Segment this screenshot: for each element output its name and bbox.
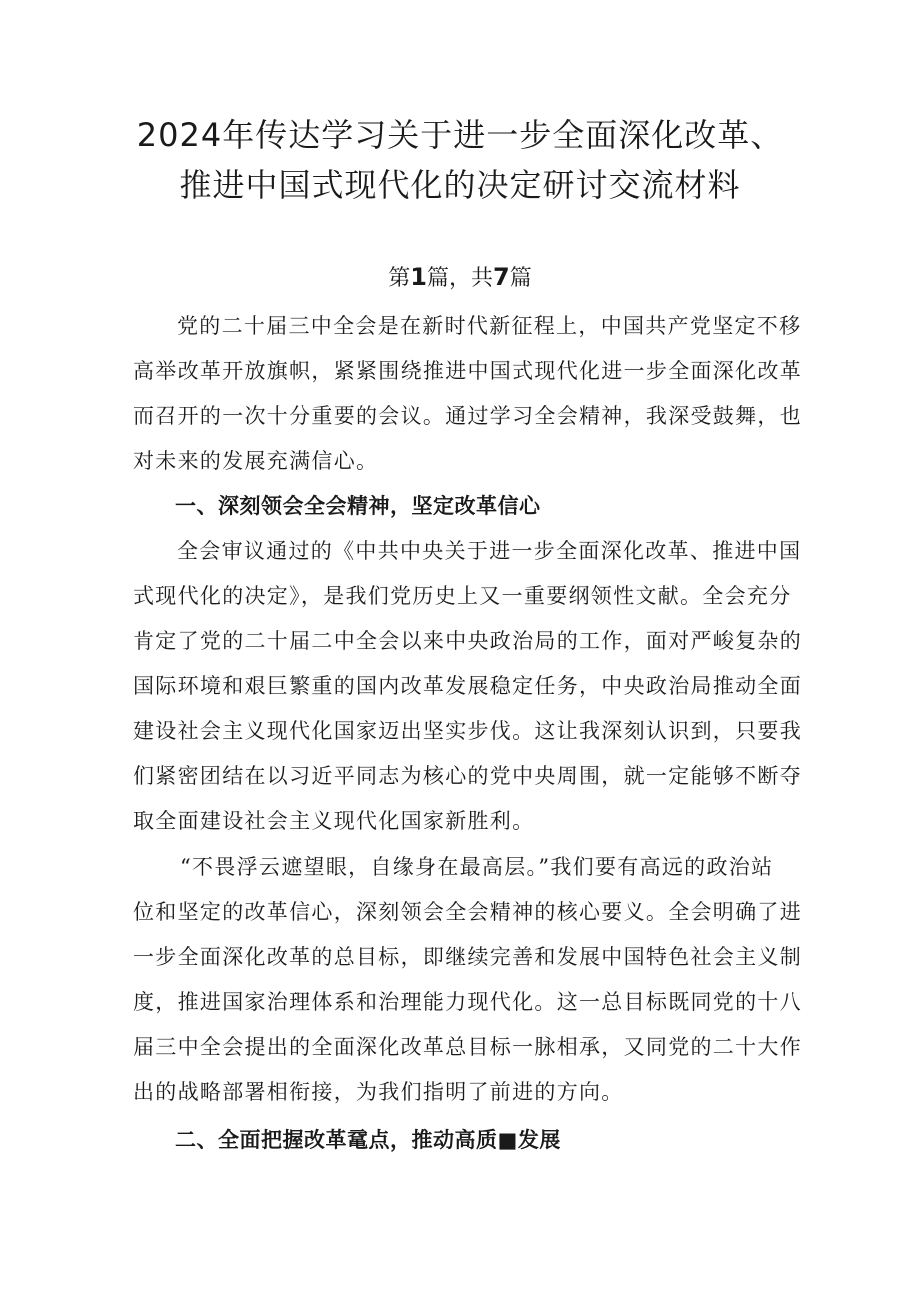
paragraph-3-line: 届三中全会提出的全面深化改革总目标一脉相承，又同党的二十大作 xyxy=(133,1035,802,1059)
paragraph-3-line: 位和坚定的改革信心，深刻领会全会精神的核心要义。全会明确了进 xyxy=(133,900,802,924)
paragraph-1-line: 高举改革开放旗帜，紧紧围绕推进中国式现代化进一步全面深化改革 xyxy=(133,359,802,383)
section-heading-2: 二、全面把握改革鼋点，推动高质■发展 xyxy=(175,1128,561,1152)
current-part-number: 1 xyxy=(410,263,427,291)
paragraph-1-line: 而召开的一次十分重要的会议。通过学习全会精神，我深受鼓舞，也 xyxy=(133,404,802,428)
document-title-line-2: 推进中国式现代化的决定研讨交流材料 xyxy=(179,166,741,204)
paragraph-1-line: 对未来的发展充满信心。 xyxy=(133,449,379,473)
part-counter-suffix: 篇 xyxy=(509,266,532,291)
paragraph-2-line: 建设社会主义现代化国家迈出坚实步伐。这让我深刻认识到，只要我 xyxy=(133,719,802,743)
paragraph-2-line: 全会审议通过的《中共中央关于进一步全面深化改革、推进中国 xyxy=(177,539,802,563)
part-counter xyxy=(0,262,920,294)
paragraph-2-line: 国际环境和艰巨繁重的国内改革发展稳定任务，中央政治局推动全面 xyxy=(133,674,802,698)
paragraph-2-line: 取全面建设社会主义现代化国家新胜利。 xyxy=(133,809,535,833)
document-title-line-1: 2024年传达学习关于进一步全面深化改革、 xyxy=(136,116,784,154)
paragraph-3-line: 一步全面深化改革的总目标，即继续完善和发展中国特色社会主义制 xyxy=(133,945,802,969)
part-counter-middle: 篇，共 xyxy=(426,266,493,291)
paragraph-2-line: 们紧密团结在以习近平同志为核心的党中央周围，就一定能够不断夺 xyxy=(133,764,802,788)
paragraph-3-line: “不畏浮云遮望眼，自缘身在最高层。”我们要有高远的政治站 xyxy=(180,855,774,879)
paragraph-3-line: 度，推进国家治理体系和治理能力现代化。这一总目标既同党的十八 xyxy=(133,990,802,1014)
total-parts-number: 7 xyxy=(493,263,510,291)
paragraph-2-line: 肯定了党的二十届二中全会以来中央政治局的工作，面对严峻复杂的 xyxy=(133,629,802,653)
section-heading-1: 一、深刻领会全会精神，坚定改革信心 xyxy=(175,494,541,518)
paragraph-3-line: 出的战略部署相衔接，为我们指明了前进的方向。 xyxy=(133,1080,624,1104)
part-counter-prefix: 第 xyxy=(388,266,411,291)
paragraph-2-line: 式现代化的决定》，是我们党历史上又一重要纲领性文献。全会充分 xyxy=(133,584,792,608)
paragraph-1-line: 党的二十届三中全会是在新时代新征程上，中国共产党坚定不移 xyxy=(177,314,802,338)
